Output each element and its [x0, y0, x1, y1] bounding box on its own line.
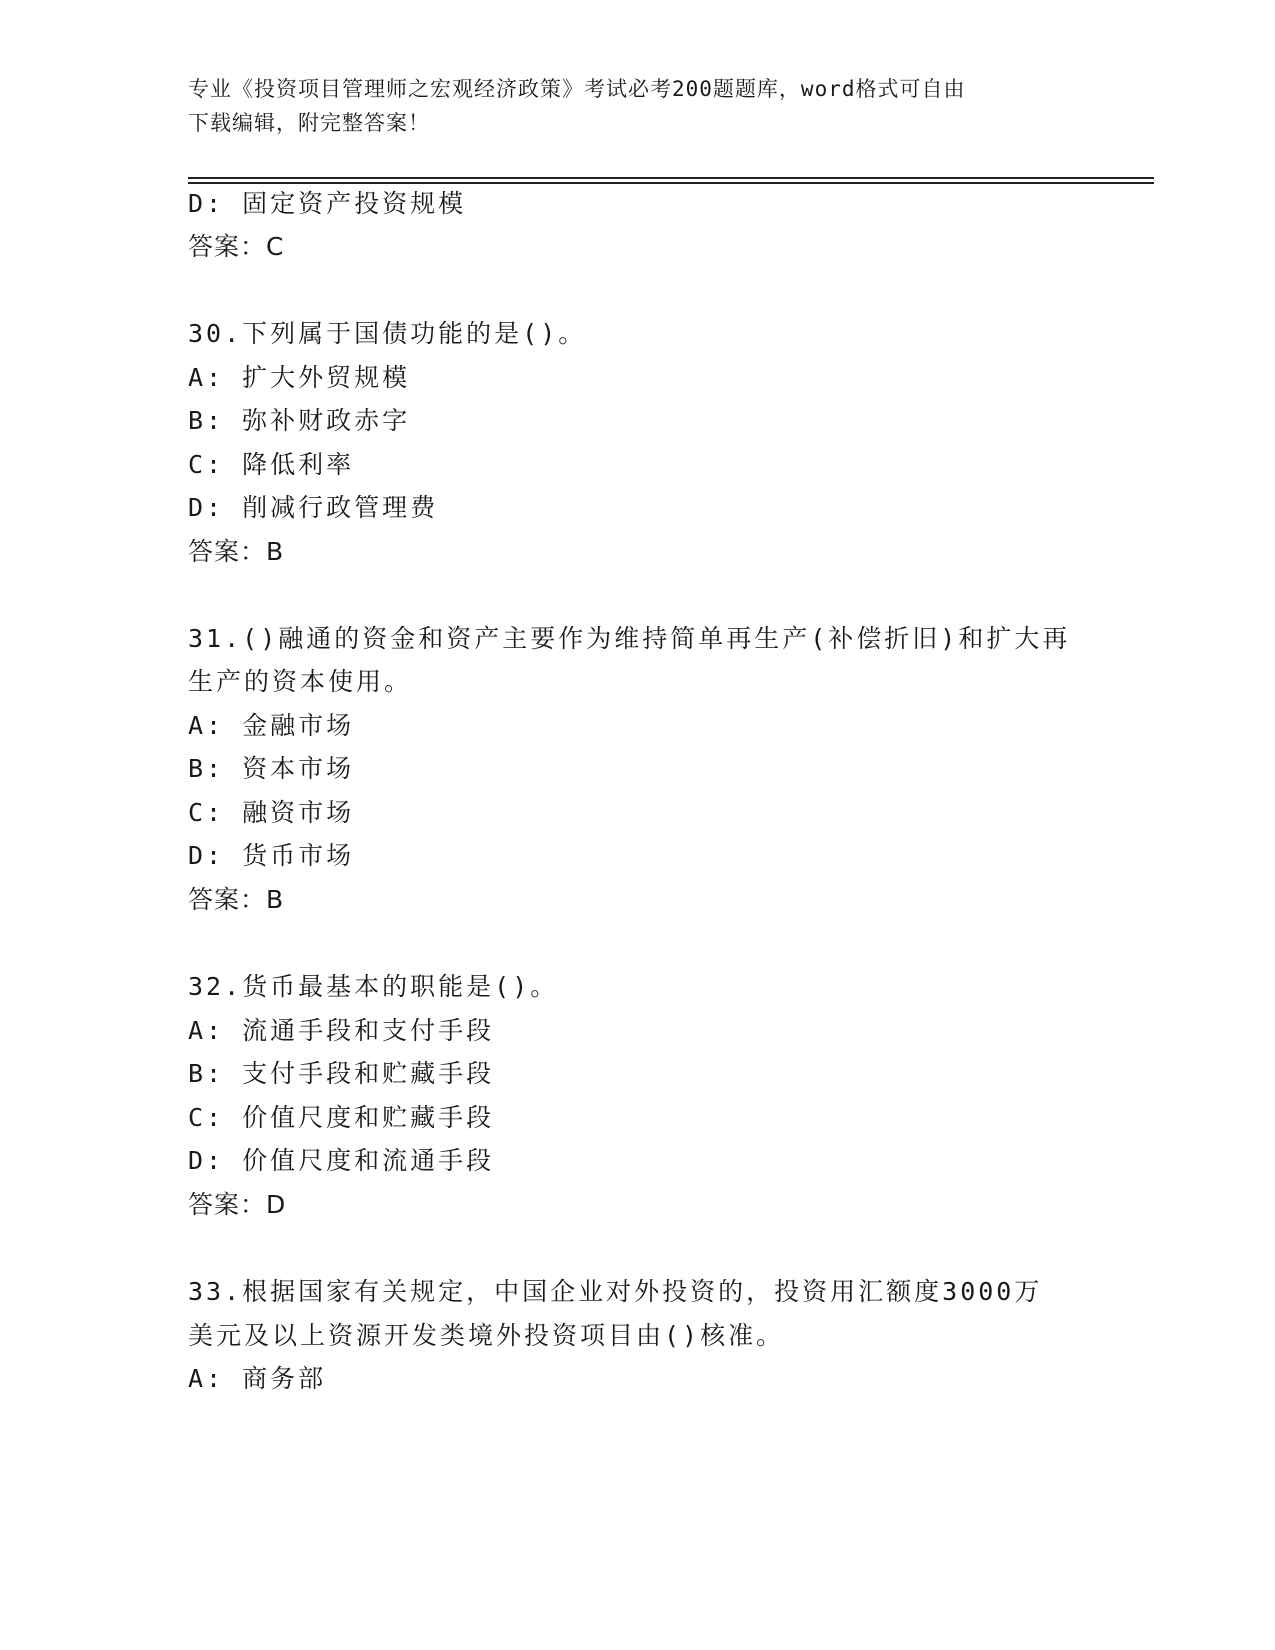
q32-option-c: C: 价值尺度和贮藏手段: [188, 1103, 495, 1132]
q33-stem-line-1: 33.根据国家有关规定，中国企业对外投资的，投资用汇额度3000万: [188, 1277, 1043, 1306]
q33-option-a: A: 商务部: [188, 1364, 327, 1393]
q32-stem: 32.货币最基本的职能是()。: [188, 972, 559, 1001]
q31-stem-line-1: 31.()融通的资金和资产主要作为维持简单再生产(补偿折旧)和扩大再: [188, 624, 1071, 653]
q30-option-d: D: 削减行政管理费: [188, 493, 439, 522]
q30-stem: 30.下列属于国债功能的是()。: [188, 319, 587, 348]
header-line-2: 下载编辑，附完整答案！: [188, 111, 430, 135]
q31-stem-line-2: 生产的资本使用。: [188, 667, 413, 696]
q32-option-b: B: 支付手段和贮藏手段: [188, 1059, 495, 1088]
q30-option-b: B: 弥补财政赤字: [188, 406, 411, 435]
header-line-1: 专业《投资项目管理师之宏观经济政策》考试必考200题题库，word格式可自由: [188, 77, 966, 101]
q33-stem-line-2: 美元及以上资源开发类境外投资项目由()核准。: [188, 1321, 785, 1350]
header-divider-top: [188, 177, 1154, 179]
q32-option-a: A: 流通手段和支付手段: [188, 1016, 495, 1045]
q31-option-c: C: 融资市场: [188, 798, 355, 827]
q31-option-a: A: 金融市场: [188, 711, 355, 740]
prev-option-d: D: 固定资产投资规模: [188, 189, 467, 218]
q30-option-c: C: 降低利率: [188, 450, 355, 479]
q30-answer: 答案：B: [188, 537, 285, 566]
q32-option-d: D: 价值尺度和流通手段: [188, 1146, 495, 1175]
prev-answer: 答案：C: [188, 232, 285, 261]
q31-option-d: D: 货币市场: [188, 841, 355, 870]
header-divider-bottom: [188, 182, 1154, 184]
q32-answer: 答案：D: [188, 1190, 287, 1219]
q31-answer: 答案：B: [188, 885, 285, 914]
q31-option-b: B: 资本市场: [188, 754, 355, 783]
document-header: [188, 72, 1068, 140]
q30-option-a: A: 扩大外贸规模: [188, 363, 411, 392]
